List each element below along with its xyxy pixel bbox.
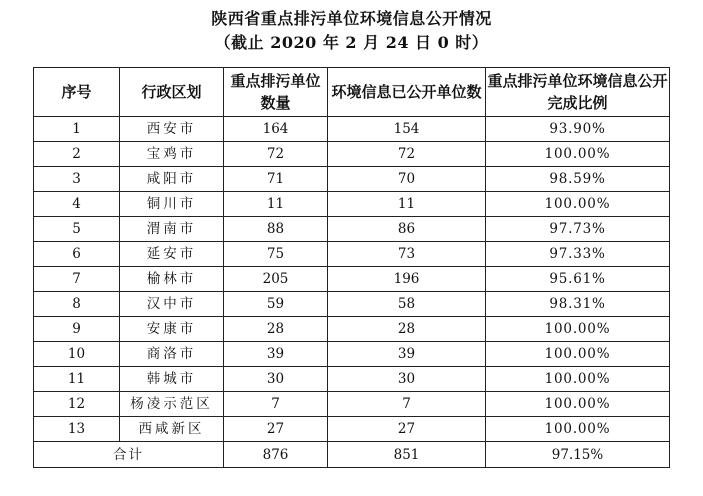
total-label: 合计 (34, 442, 224, 468)
table-row (34, 367, 670, 392)
cell-index: 9 (34, 317, 120, 342)
cell-unit-count: 39 (224, 342, 328, 367)
table-row (34, 292, 670, 317)
cell-region: 韩城市 (120, 367, 224, 392)
cell-unit-count: 30 (224, 367, 328, 392)
header-completion-ratio: 重点排污单位环境信息公开完成比例 (486, 68, 670, 117)
total-unit-count: 876 (224, 442, 328, 468)
cell-completion-ratio: 98.31% (486, 292, 670, 317)
cell-disclosed-count: 28 (328, 317, 486, 342)
table-row (34, 342, 670, 367)
table-row (34, 142, 670, 167)
cell-completion-ratio: 100.00% (486, 342, 670, 367)
cell-index: 6 (34, 242, 120, 267)
cell-region: 西咸新区 (120, 417, 224, 442)
cell-disclosed-count: 86 (328, 217, 486, 242)
cell-disclosed-count: 196 (328, 267, 486, 292)
table-row (34, 317, 670, 342)
cell-region: 杨凌示范区 (120, 392, 224, 417)
cell-index: 12 (34, 392, 120, 417)
header-row (34, 68, 670, 117)
cell-region: 西安市 (120, 117, 224, 142)
cell-unit-count: 11 (224, 192, 328, 217)
cell-index: 7 (34, 267, 120, 292)
cell-index: 5 (34, 217, 120, 242)
cell-completion-ratio: 97.33% (486, 242, 670, 267)
cell-completion-ratio: 100.00% (486, 192, 670, 217)
cell-region: 渭南市 (120, 217, 224, 242)
cell-disclosed-count: 39 (328, 342, 486, 367)
cell-region: 安康市 (120, 317, 224, 342)
cell-unit-count: 88 (224, 217, 328, 242)
cell-unit-count: 59 (224, 292, 328, 317)
cell-index: 10 (34, 342, 120, 367)
cell-region: 商洛市 (120, 342, 224, 367)
cell-index: 1 (34, 117, 120, 142)
cell-disclosed-count: 70 (328, 167, 486, 192)
cell-index: 13 (34, 417, 120, 442)
cell-disclosed-count: 58 (328, 292, 486, 317)
cell-disclosed-count: 73 (328, 242, 486, 267)
cell-region: 榆林市 (120, 267, 224, 292)
cell-unit-count: 75 (224, 242, 328, 267)
cell-index: 8 (34, 292, 120, 317)
cell-disclosed-count: 27 (328, 417, 486, 442)
header-region: 行政区划 (120, 68, 224, 117)
cell-completion-ratio: 100.00% (486, 417, 670, 442)
cell-disclosed-count: 7 (328, 392, 486, 417)
table-footer (34, 442, 670, 468)
cell-region: 汉中市 (120, 292, 224, 317)
cell-completion-ratio: 98.59% (486, 167, 670, 192)
table-row (34, 192, 670, 217)
document-title: 陕西省重点排污单位环境信息公开情况 (211, 9, 492, 28)
cell-completion-ratio: 95.61% (486, 267, 670, 292)
table-row (34, 217, 670, 242)
cell-index: 2 (34, 142, 120, 167)
cell-unit-count: 71 (224, 167, 328, 192)
total-completion-ratio: 97.15% (486, 442, 670, 468)
cell-disclosed-count: 30 (328, 367, 486, 392)
cell-completion-ratio: 100.00% (486, 392, 670, 417)
disclosure-table (33, 67, 670, 468)
cell-region: 铜川市 (120, 192, 224, 217)
table-body (34, 117, 670, 442)
table-row (34, 392, 670, 417)
header-index: 序号 (34, 68, 120, 117)
document-subtitle-date: （截止 2020 年 2 月 24 日 0 时） (214, 33, 489, 52)
cell-completion-ratio: 100.00% (486, 142, 670, 167)
cell-unit-count: 28 (224, 317, 328, 342)
cell-completion-ratio: 93.90% (486, 117, 670, 142)
cell-unit-count: 164 (224, 117, 328, 142)
table-row (34, 267, 670, 292)
cell-region: 宝鸡市 (120, 142, 224, 167)
cell-completion-ratio: 97.73% (486, 217, 670, 242)
cell-index: 11 (34, 367, 120, 392)
header-unit-count: 重点排污单位数量 (224, 68, 328, 117)
cell-unit-count: 205 (224, 267, 328, 292)
cell-index: 4 (34, 192, 120, 217)
table-row (34, 242, 670, 267)
total-disclosed-count: 851 (328, 442, 486, 468)
cell-unit-count: 27 (224, 417, 328, 442)
cell-unit-count: 72 (224, 142, 328, 167)
cell-completion-ratio: 100.00% (486, 317, 670, 342)
cell-disclosed-count: 72 (328, 142, 486, 167)
table-row (34, 417, 670, 442)
cell-unit-count: 7 (224, 392, 328, 417)
header-disclosed-count: 环境信息已公开单位数 (328, 68, 486, 117)
cell-region: 咸阳市 (120, 167, 224, 192)
cell-region: 延安市 (120, 242, 224, 267)
cell-disclosed-count: 11 (328, 192, 486, 217)
cell-completion-ratio: 100.00% (486, 367, 670, 392)
total-row (34, 442, 670, 468)
table-row (34, 117, 670, 142)
cell-disclosed-count: 154 (328, 117, 486, 142)
table-header (34, 68, 670, 117)
table-row (34, 167, 670, 192)
cell-index: 3 (34, 167, 120, 192)
